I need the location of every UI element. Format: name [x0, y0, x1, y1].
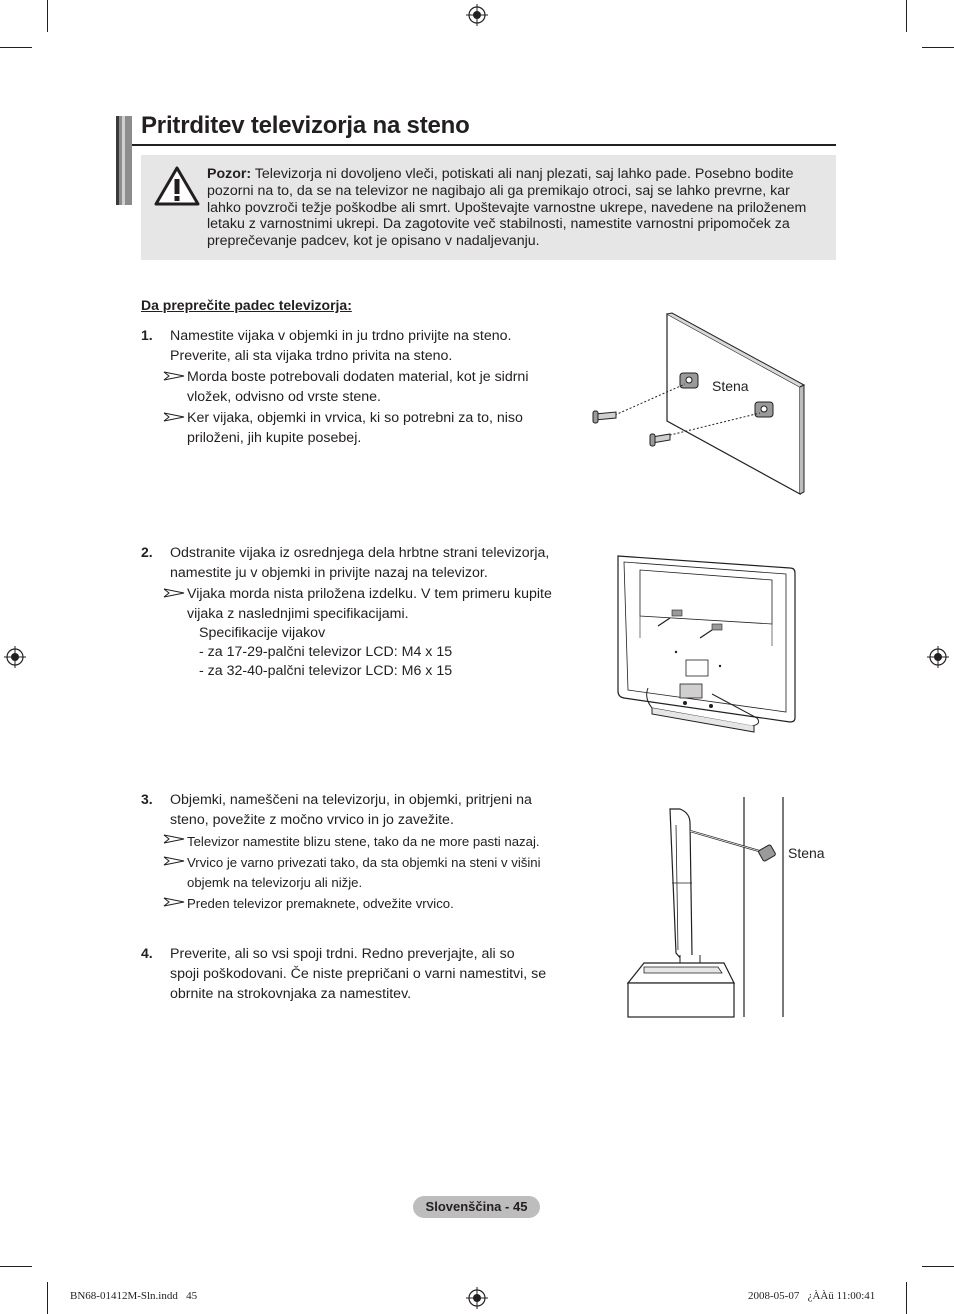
- print-slug-right: 2008-05-07 ¿ÀÀü 11:00:41: [748, 1290, 876, 1302]
- step-text-line: Namestite vijaka v objemki in ju trdno privijte na steno.: [170, 328, 512, 344]
- note-line: Vijaka morda nista priložena izdelku. V tem primeru kupite: [187, 586, 552, 602]
- step-text-line: Objemki, nameščeni na televizorju, in objemki, pritrjeni na: [170, 792, 532, 808]
- step-number: 4.: [141, 945, 153, 961]
- spec-line: - za 17-29-palčni televizor LCD: M4 x 15: [199, 644, 453, 660]
- screw-icon: [650, 434, 670, 446]
- title-underline: [132, 144, 836, 146]
- crop-mark: [906, 1282, 907, 1314]
- note-arrow-icon: [163, 897, 185, 907]
- registration-mark-icon: [4, 646, 26, 668]
- registration-mark-icon: [466, 4, 488, 26]
- note-line: Vrvico je varno privezati tako, da sta objemki na steni v višini: [187, 855, 541, 870]
- note-line: Morda boste potrebovali dodaten material, kot je sidrni: [187, 369, 529, 385]
- step-text-line: spoji poškodovani. Če niste prepričani o varni namestitvi, se: [170, 966, 547, 982]
- note-arrow-icon: [163, 412, 185, 422]
- step-text-line: namestite ju v objemki in privijte nazaj na televizor.: [170, 565, 488, 581]
- note-line: objemk na televizorju ali nižje.: [187, 875, 363, 890]
- spec-line: Specifikacije vijakov: [199, 625, 326, 641]
- step-text-line: Odstranite vijaka iz osrednjega dela hrbtne strani televizorja,: [170, 545, 550, 561]
- crop-mark: [0, 1266, 32, 1267]
- registration-mark-icon: [927, 646, 949, 668]
- wall-label: Stena: [712, 378, 749, 394]
- warning-body: Televizorja ni dovoljeno vleči, potiskati ali nanj plezati, saj lahko pade. Posebno bodite pozorni na to, da se na televizor ne nagibajo ali ga premikajo otroci, saj se lahko prevrne, kar lahko povzroči težje poškodbe ali smrt. Upoštevajte varnostne ukrepe, navedene na priloženem letaku z varnostnimi ukrepi. Da zagotovite več stabilnosti, namestite varnostni pripomoček za preprečevanje padcev, kot je opisano v nadaljevanju.: [207, 166, 807, 250]
- note-arrow-icon: [163, 588, 185, 598]
- note-line: Televizor namestite blizu stene, tako da ne more pasti nazaj.: [187, 834, 540, 849]
- step-number: 2.: [141, 544, 153, 560]
- bracket-icon: [755, 402, 773, 417]
- warning-label: Pozor:: [207, 166, 252, 182]
- crop-mark: [906, 0, 907, 32]
- registration-mark-icon: [466, 1287, 488, 1309]
- note-arrow-icon: [163, 371, 185, 381]
- warning-triangle-icon: [153, 165, 201, 207]
- title-accent-bar: [122, 116, 125, 205]
- crop-mark: [47, 1282, 48, 1314]
- crop-mark: [0, 47, 32, 48]
- warning-text: [207, 166, 827, 250]
- note-line: Ker vijaka, objemki in vrvica, ki so potrebni za to, niso: [187, 410, 523, 426]
- screw-icon: [593, 411, 616, 423]
- crop-mark: [922, 1266, 954, 1267]
- spec-line: - za 32-40-palčni televizor LCD: M6 x 15: [199, 663, 453, 679]
- note-arrow-icon: [163, 856, 185, 866]
- note-line: priloženi, jih kupite posebej.: [187, 430, 362, 446]
- step-text-line: steno, povežite z močno vrvico in jo zavežite.: [170, 812, 454, 828]
- tv-back-illustration: [612, 548, 802, 738]
- bracket-icon: [680, 373, 698, 388]
- crop-mark: [922, 47, 954, 48]
- step-text-line: obrnite na strokovnjaka za namestitev.: [170, 986, 412, 1002]
- page-title: Pritrditev televizorja na steno: [141, 112, 470, 139]
- note-line: vložek, odvisno od vrste stene.: [187, 389, 381, 405]
- step-text-line: Preverite, ali so vsi spoji trdni. Redno preverjajte, ali so: [170, 946, 515, 962]
- step-text-line: Preverite, ali sta vijaka trdno privita na steno.: [170, 348, 453, 364]
- note-line: Preden televizor premaknete, odvežite vrvico.: [187, 896, 454, 911]
- wall-label: Stena: [788, 845, 825, 861]
- step-number: 1.: [141, 327, 153, 343]
- crop-mark: [47, 0, 48, 32]
- section-heading: Da preprečite padec televizorja:: [141, 297, 352, 313]
- note-arrow-icon: [163, 834, 185, 844]
- print-slug-left: BN68-01412M-Sln.indd 45: [70, 1290, 198, 1302]
- wall-bracket-illustration: [590, 310, 810, 500]
- tv-side-illustration: [620, 795, 820, 1020]
- step-number: 3.: [141, 791, 153, 807]
- page-number-badge: Slovenščina - 45: [413, 1196, 540, 1218]
- note-line: vijaka z naslednjimi specifikacijami.: [187, 606, 409, 622]
